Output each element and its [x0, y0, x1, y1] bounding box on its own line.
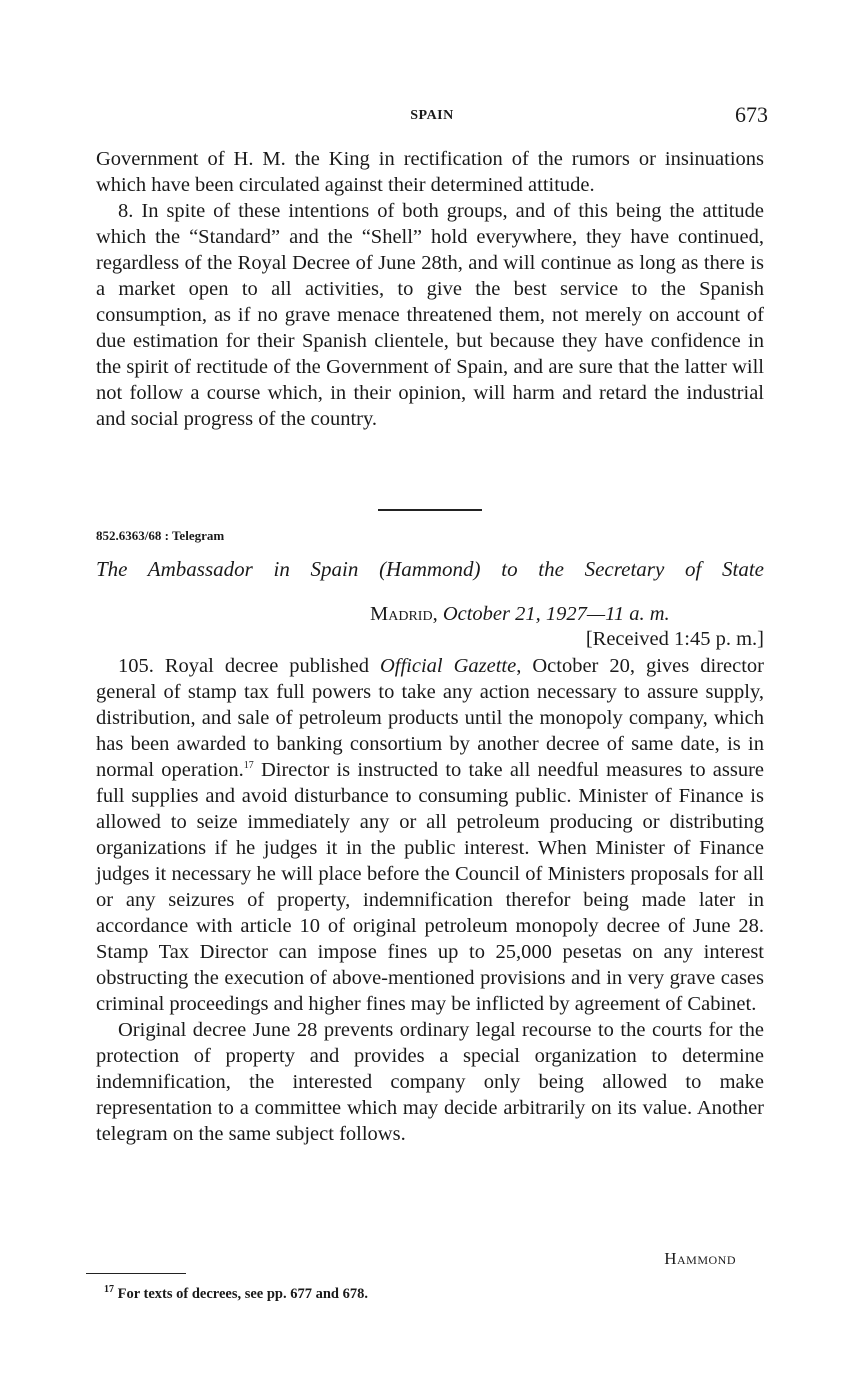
footnote-mark: 17: [104, 1284, 114, 1296]
paragraph-original-decree: Original decree June 28 prevents ordinary legal recourse to the courts for the protection of property and provides a special organization to determine indemnification, the interested company only being allowed to make representation to a committee which may decide arbitrarily on its value. Another telegram on the same subject follows.: [96, 1019, 764, 1145]
section-divider: [378, 509, 482, 511]
footnote-text: For texts of decrees, see pp. 677 and 678.: [117, 1286, 368, 1302]
document-title: The Ambassador in Spain (Hammond) to the Secretary of State: [96, 557, 764, 581]
running-title: SPAIN: [410, 108, 454, 123]
footnote: [104, 1286, 368, 1303]
telegram-body: [96, 653, 764, 1147]
continued-text: [96, 146, 764, 432]
running-head: [96, 104, 768, 134]
official-gazette: Official Gazette: [379, 655, 517, 677]
paragraph-continued: Government of H. M. the King in rectification of the rumors or insinuations which have been circulated against their determined attitude.: [96, 148, 764, 196]
para1-start: 105. Royal decree published: [118, 655, 380, 677]
para1-mid: , October 20, gives director general of stamp tax full powers to take any action necessary to assure supply, distribution, and sale of petroleum products until the monopoly company, which has been awarded to banking consortium by another decree of same date, is in normal operation.: [96, 655, 764, 781]
para1-end: Director is instructed to take all needful measures to assure full supplies and avoid disturbance to consuming public. Minister of Finance is allowed to seize immediately any or all petroleum producing or distributing organizations if he judges it in the public interest. When Minister of Finance judges it necessary he will place before the Council of Ministers proposals for all or any seizures of property, indemnification therefor being made later in accordance with article 10 of original petroleum monopoly decree of June 28. Stamp Tax Director can impose fines up to 25,000 pesetas on any interest obstructing the execution of above-mentioned provisions and in very grave cases criminal proceedings and higher fines may be inflicted by agreement of Cabinet.: [96, 759, 764, 1015]
paragraph-105: [96, 653, 764, 1017]
dateline-date: October 21, 1927—11 a. m.: [442, 603, 670, 625]
signature: Hammond: [664, 1249, 736, 1268]
footnote-rule: [86, 1273, 186, 1274]
file-number: 852.6363/68 : Telegram: [96, 528, 225, 543]
dateline-place: Madrid: [370, 603, 433, 625]
received-note: [Received 1:45 p. m.]: [585, 628, 764, 650]
paragraph-8: 8. In spite of these intentions of both groups, and of this being the attitude which the “Standard” and the “Shell” hold everywhere, they have continued, regardless of the Royal Decree of June 28th, and will continue as long as there is a market open to all activities, to give the best service to the Spanish consumption, as if no grave menace threatened them, not merely on account of due estimation for their Spanish clientele, but because they have confidence in the spirit of rectitude of the Government of Spain, and are sure that the latter will not follow a course which, in their opinion, will harm and retard the industrial and social progress of the country.: [96, 200, 764, 430]
page-number: 673: [735, 102, 768, 127]
footnote-reference: 17: [243, 760, 254, 772]
dateline: Madrid, October 21, 1927—11 a. m.: [370, 603, 670, 625]
